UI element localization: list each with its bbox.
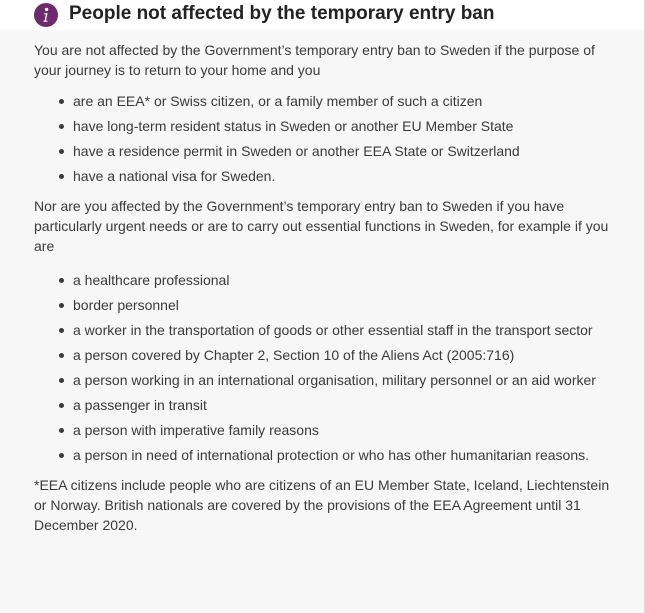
info-icon: [34, 3, 58, 27]
section-title: People not affected by the temporary entry ban: [69, 3, 495, 24]
list-item-text: a person covered by Chapter 2, Section 10 of the Aliens Act (2005:716): [73, 347, 515, 363]
bullet-icon: [59, 278, 64, 283]
list-item-text: a person in need of international protection or who has other humanitarian reasons.: [73, 447, 589, 463]
list-item: [34, 420, 624, 440]
panel-content: [34, 40, 624, 535]
bullet-icon: [59, 328, 64, 333]
list-item: [34, 295, 624, 315]
list-item: [34, 395, 624, 415]
bullet-icon: [59, 303, 64, 308]
list-item-text: have a residence permit in Sweden or another EEA State or Switzerland: [73, 143, 520, 159]
essential-functions-paragraph: Nor are you affected by the Government’s temporary entry ban to Sweden if you have particularly urgent needs or are to carry out essential functions in Sweden, for example if you are: [34, 198, 609, 254]
list-item-text: border personnel: [73, 297, 179, 313]
list-item: [34, 270, 624, 290]
list-item: [34, 141, 624, 161]
list-item: [34, 370, 624, 390]
returning-home-list: [34, 91, 624, 186]
list-item: [34, 116, 624, 136]
bullet-icon: [59, 428, 64, 433]
list-item-text: a healthcare professional: [73, 272, 230, 288]
list-item: [34, 345, 624, 365]
eea-footnote: *EEA citizens include people who are citizens of an EU Member State, Iceland, Liechtenstein or Norway. British nationals are covered by the provisions of the EEA Agreement until 31 December 2020.: [34, 477, 610, 533]
bullet-icon: [59, 453, 64, 458]
list-item-text: a person with imperative family reasons: [73, 422, 319, 438]
bullet-icon: [59, 124, 64, 129]
bullet-icon: [59, 149, 64, 154]
list-item-text: a person working in an international organisation, military personnel or an aid worker: [73, 372, 596, 388]
list-item: [34, 166, 624, 186]
list-item-text: have a national visa for Sweden.: [73, 168, 276, 184]
bullet-icon: [59, 378, 64, 383]
bullet-icon: [59, 174, 64, 179]
intro-paragraph: You are not affected by the Government’s temporary entry ban to Sweden if the purpose of your journey is to return to your home and you: [34, 42, 595, 78]
list-item-text: have long-term resident status in Sweden or another EU Member State: [73, 118, 514, 134]
bullet-icon: [59, 403, 64, 408]
list-item-text: a passenger in transit: [73, 397, 207, 413]
bullet-icon: [59, 353, 64, 358]
bullet-icon: [59, 99, 64, 104]
list-item-text: a worker in the transportation of goods or other essential staff in the transport sector: [73, 322, 593, 338]
list-item: [34, 320, 624, 340]
panel-body: [0, 30, 644, 613]
essential-functions-list: [34, 270, 624, 465]
list-item: [34, 91, 624, 111]
panel-header: [0, 0, 644, 30]
list-item: [34, 445, 624, 465]
list-item-text: are an EEA* or Swiss citizen, or a family member of such a citizen: [73, 93, 483, 109]
